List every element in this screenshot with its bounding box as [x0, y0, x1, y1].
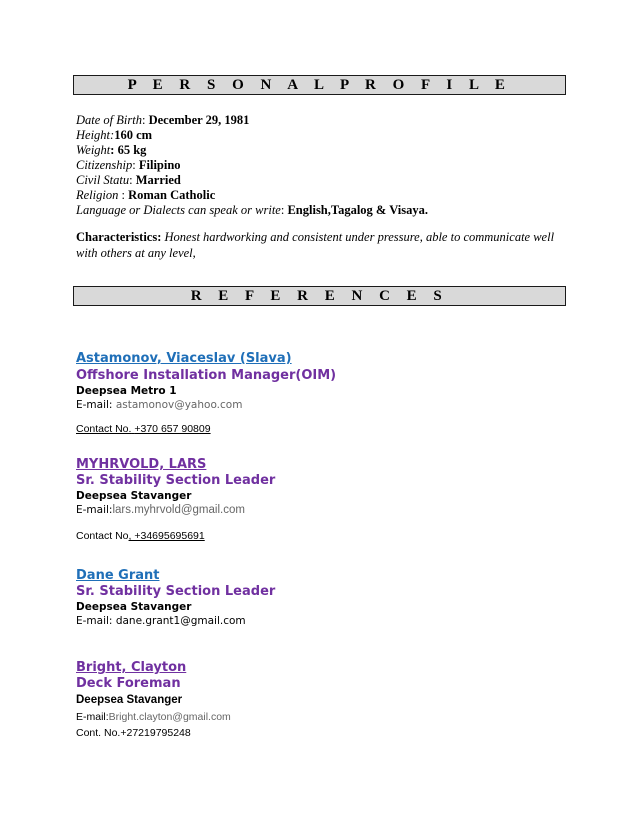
civil-status-label: Civil Statu	[76, 173, 130, 187]
reference-4-email: E-mail:Bright.clayton@gmail.com	[76, 711, 231, 723]
reference-1-contact-number: +370 657 90809	[134, 423, 211, 435]
reference-4-company: Deepsea Stavanger	[76, 694, 183, 706]
reference-4-contact: Cont. No.+27219795248	[76, 727, 191, 739]
reference-1-name: Astamonov, Viaceslav (Slava)	[76, 351, 292, 366]
characteristics-text: Honest hardworking and consistent under pressure, able to communicate well with others at any level,	[76, 230, 555, 260]
profile-field-civil-status: Civil Statu: Married	[76, 173, 181, 187]
reference-3-company: Deepsea Stavanger	[76, 601, 192, 613]
weight-value: 65 kg	[117, 143, 147, 157]
language-value: English,Tagalog & Visaya.	[287, 203, 429, 217]
citizenship-value: Filipino	[138, 158, 181, 172]
profile-field-citizenship: Citizenship: Filipino	[76, 158, 181, 172]
reference-1-company: Deepsea Metro 1	[76, 385, 177, 397]
characteristics	[76, 229, 566, 261]
citizenship-label: Citizenship	[76, 158, 133, 172]
profile-field-religion: Religion : Roman Catholic	[76, 188, 216, 202]
height-label: Height:	[76, 128, 115, 142]
reference-2-email-address: lars.myhrvold@gmail.com	[112, 504, 245, 516]
references-heading: R E F E R E N C E S	[73, 286, 566, 306]
weight-label: Weight	[76, 143, 111, 157]
reference-1-contact: Contact No. +370 657 90809	[76, 423, 211, 435]
language-label: Language or Dialects can speak or write	[76, 203, 281, 217]
reference-1-email-address: astamonov@yahoo.com	[115, 399, 243, 411]
civil-status-value: Married	[135, 173, 181, 187]
reference-3-title: Sr. Stability Section Leader	[76, 584, 276, 599]
reference-2-title: Sr. Stability Section Leader	[76, 473, 276, 488]
dob-value: December 29, 1981	[148, 113, 250, 127]
reference-4-contact-number: +27219795248	[120, 727, 191, 739]
religion-label: Religion	[76, 188, 122, 202]
religion-value: Roman Catholic	[128, 188, 216, 202]
profile-field-height	[76, 128, 152, 143]
reference-4-title: Deck Foreman	[76, 676, 181, 691]
reference-2-name: MYHRVOLD, LARS	[76, 457, 207, 472]
profile-field-dob: Date of Birth: December 29, 1981	[76, 113, 250, 127]
reference-3-email: E-mail: dane.grant1@gmail.com	[76, 615, 246, 627]
reference-2-contact-number: , +34695695691	[128, 530, 205, 542]
reference-2-company: Deepsea Stavanger	[76, 490, 192, 502]
personal-profile-heading: P E R S O N A L P R O F I L E	[73, 75, 566, 95]
dob-label: Date of Birth	[76, 113, 142, 127]
reference-4-name: Bright, Clayton	[76, 660, 187, 675]
reference-1-title: Offshore Installation Manager(OIM)	[76, 368, 337, 383]
reference-4-email-address: Bright.clayton@gmail.com	[108, 711, 231, 723]
reference-2-email: E-mail:lars.myhrvold@gmail.com	[76, 504, 245, 516]
profile-field-weight: Weight: 65 kg	[76, 143, 147, 157]
height-value: 160 cm	[114, 128, 153, 142]
reference-3-name: Dane Grant	[76, 568, 160, 583]
reference-3-email-address: dane.grant1@gmail.com	[115, 615, 246, 627]
characteristics-label: Characteristics:	[76, 230, 162, 244]
reference-2-contact: Contact No, +34695695691	[76, 530, 205, 542]
reference-1-email: E-mail: astamonov@yahoo.com	[76, 399, 243, 411]
profile-field-language: Language or Dialects can speak or write: English,Tagalog & Visaya.	[76, 203, 429, 217]
